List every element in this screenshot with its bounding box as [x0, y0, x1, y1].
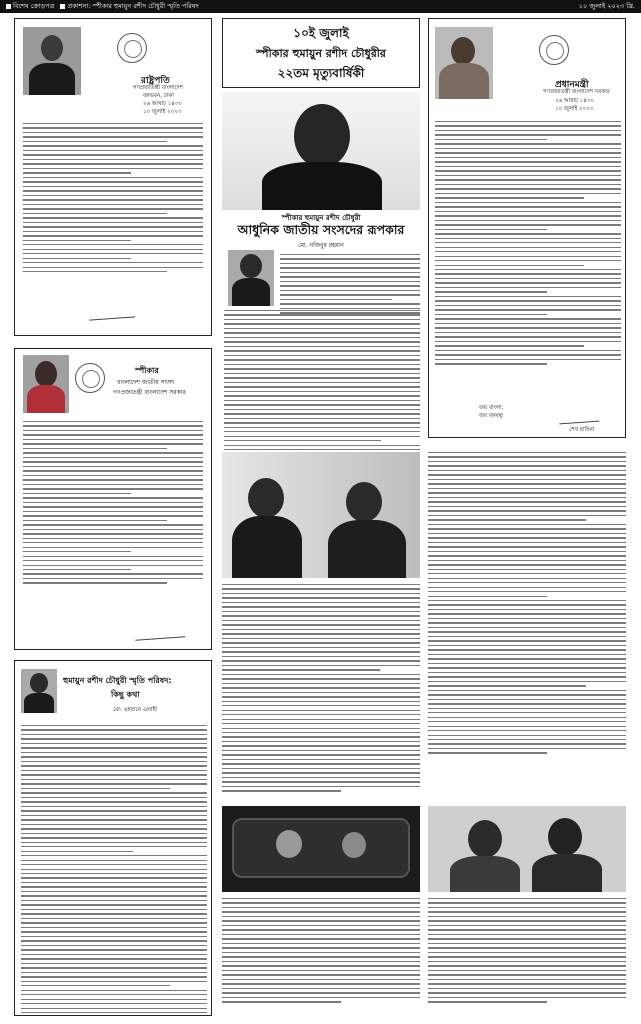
council-title-line2: কিছু কথা [111, 690, 140, 699]
header-title-line2: ২২তম মৃত্যুবার্ষিকী [277, 66, 365, 80]
header-date: ১০ই জুলাই [293, 26, 349, 40]
council-author: মো: এহছানে এলাহী [113, 707, 158, 713]
historic-photo-family [428, 806, 626, 892]
top-bar-left [6, 1, 199, 12]
square-bullet-icon [6, 4, 11, 9]
president-photo [23, 27, 81, 95]
main-article-text-top [280, 254, 420, 317]
president-message-text [23, 123, 203, 275]
historic-photo-car [222, 806, 420, 892]
top-bar-item: প্রকাশনা: স্পীকার হুমায়ুন রশীদ চৌধুরী স্মৃতি পরিষদ [60, 1, 198, 12]
center-header-box [222, 18, 420, 88]
speaker-signature [135, 629, 185, 640]
pm-message-box [428, 18, 626, 438]
speaker-title: স্পীকার [135, 366, 159, 375]
main-author: মো. নজিবুর রহমান [298, 242, 344, 249]
president-org: গণপ্রজাতন্ত্রী বাংলাদেশ [133, 85, 183, 91]
pm-date1: ২৬ আষাঢ় ১৪৩০ [555, 98, 594, 104]
top-bar [0, 0, 641, 13]
speaker-message-box [14, 348, 212, 650]
council-article-text [21, 725, 207, 1016]
pm-org: গণপ্রজাতন্ত্রী বাংলাদেশ সরকার [543, 89, 610, 95]
pm-photo [435, 27, 493, 99]
president-title: রাষ্ট্রপতি [141, 76, 170, 86]
president-emblem-icon [117, 33, 147, 63]
president-date2: ১০ জুলাই ২০২৩ [143, 109, 182, 115]
bottom-right-text [428, 898, 626, 1006]
right-article-text [428, 452, 626, 757]
historic-photo-bangabandhu [222, 452, 420, 578]
president-message-box [14, 18, 212, 336]
president-place: বঙ্গভবন, ঢাকা [143, 93, 174, 99]
pm-emblem-icon [539, 35, 569, 65]
header-title-line1: স্পীকার হুমায়ুন রশীদ চৌধুরীর [255, 47, 386, 60]
pm-closing-line1: জয় বাংলা, [479, 405, 504, 411]
square-bullet-icon [60, 4, 65, 9]
council-title-line1: হুমায়ুন রশীদ চৌধুরী স্মৃতি পরিষদ: [63, 676, 172, 685]
center-lower-article-text [222, 584, 420, 795]
pm-signature [559, 414, 599, 425]
speaker-portrait-photo [222, 92, 420, 210]
top-bar-date: ১০ জুলাই ২০২৩ খ্রি. [578, 2, 635, 10]
president-signature [89, 309, 135, 320]
bottom-center-text [222, 898, 420, 1006]
pm-message-text [435, 121, 621, 368]
speaker-org2: গণপ্রজাতন্ত্রী বাংলাদেশ সরকার [113, 389, 186, 396]
speaker-message-text [23, 421, 203, 587]
pm-closing-line2: জয় বঙ্গবন্ধু [479, 413, 504, 419]
top-bar-item: বিশেষ ক্রোড়পত্র [6, 1, 54, 12]
speaker-emblem-icon [75, 363, 105, 393]
speaker-photo [23, 355, 69, 413]
president-date1: ২৬ আষাঢ় ১৪৩০ [143, 101, 182, 107]
pm-signoff: শেখ হাসিনা [569, 427, 595, 433]
article-small-photo [228, 250, 274, 306]
pm-date2: ১০ জুলাই ২০২৩ [555, 106, 594, 112]
council-article-box [14, 660, 212, 1016]
pm-title: প্রধানমন্ত্রী [555, 80, 589, 90]
portrait-caption: স্পীকার হুমায়ুন রশীদ চৌধুরী [281, 214, 361, 222]
council-author-photo [21, 669, 57, 713]
speaker-org1: বাংলাদেশ জাতীয় সংসদ [117, 379, 175, 386]
main-headline: আধুনিক জাতীয় সংসদের রূপকার [237, 222, 405, 237]
